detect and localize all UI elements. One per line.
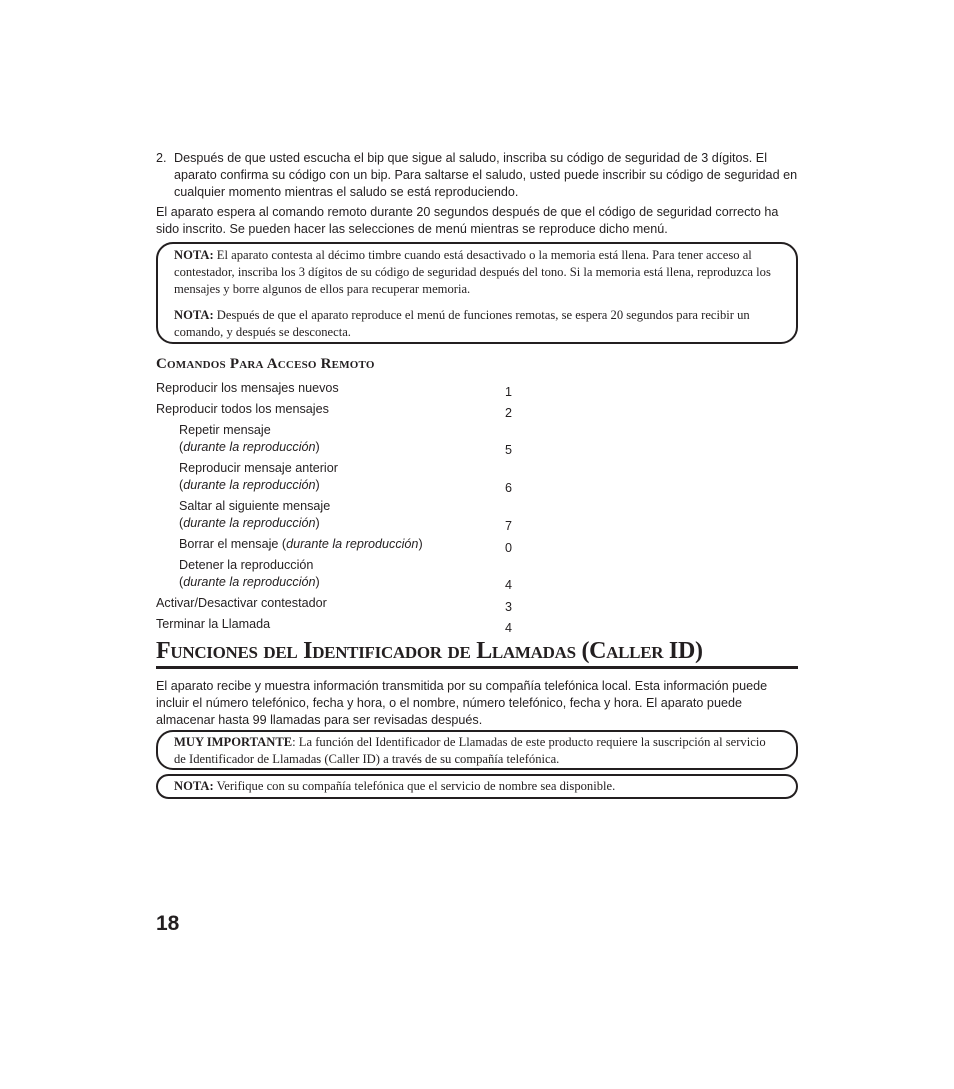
- caller-id-heading: Funciones del Identificador de Llamadas (Caller ID): [156, 636, 798, 669]
- command-row: [156, 557, 516, 594]
- command-label: Activar/Desactivar contestador: [156, 596, 327, 610]
- paragraph-caller-id: El aparato recibe y muestra información transmitida por su compañía telefónica local. Esta información puede incluir el número telefónico, fecha y hora, o el nombre, número telefónico, fecha y hora. El aparato puede almacenar hasta 99 llamadas para ser revisadas después.: [156, 679, 768, 727]
- note-2: [174, 307, 780, 341]
- important-text: : La función del Identificador de Llamadas de este producto requiere la suscripción al servicio de Identificador de Llamadas (Caller ID) a través de su compañía telefónica.: [174, 735, 766, 766]
- page-number: 18: [156, 912, 180, 935]
- note-text: Verifique con su compañía telefónica que el servicio de nombre sea disponible.: [213, 779, 616, 793]
- command-label: Reproducir todos los mensajes: [156, 402, 329, 416]
- note-box-2: [156, 774, 798, 799]
- note-label: NOTA:: [174, 308, 214, 322]
- step-2: [156, 150, 801, 201]
- command-row: [156, 498, 516, 535]
- important-label: MUY IMPORTANTE: [174, 735, 293, 749]
- note-1: [174, 247, 780, 298]
- note-3: [174, 778, 780, 795]
- command-row: [156, 401, 516, 422]
- note-text: Después de que el aparato reproduce el menú de funciones remotas, se espera 20 segundos para recibir un comando, y después se desconecta.: [174, 308, 750, 339]
- command-qualifier: (durante la reproducción): [179, 516, 320, 530]
- command-code: 1: [504, 385, 512, 399]
- command-row: [156, 536, 516, 557]
- commands-table: [156, 380, 516, 637]
- command-label: Reproducir los mensajes nuevos: [156, 381, 339, 395]
- note-label: NOTA:: [174, 779, 214, 793]
- command-code: 0: [504, 541, 512, 555]
- command-label: Detener la reproducción: [179, 558, 314, 572]
- command-qualifier: (durante la reproducción): [179, 575, 320, 589]
- command-code: 4: [504, 578, 512, 592]
- command-code: 7: [504, 519, 512, 533]
- command-label: Reproducir mensaje anterior: [179, 461, 338, 475]
- important-box: [156, 730, 798, 770]
- step-number: 2.: [156, 151, 167, 165]
- command-code: 6: [504, 481, 512, 495]
- command-code: 4: [504, 621, 512, 635]
- important-note: [174, 734, 780, 768]
- note-text: El aparato contesta al décimo timbre cuando está desactivado o la memoria está llena. Para tener acceso al contestador, inscriba los 3 dígitos de su código de seguridad después del tono. Si la memoria está llena, reproduzca los mensajes y borre algunos de ellos para recuperar memoria.: [174, 248, 771, 296]
- command-row: [156, 616, 516, 637]
- command-row: [156, 595, 516, 616]
- command-qualifier: (durante la reproducción): [179, 440, 320, 454]
- command-label: Saltar al siguiente mensaje: [179, 499, 331, 513]
- note-label: NOTA:: [174, 248, 214, 262]
- command-code: 3: [504, 600, 512, 614]
- command-row: [156, 460, 516, 497]
- command-label: Borrar el mensaje (durante la reproducción): [179, 537, 423, 551]
- command-code: 2: [504, 406, 512, 420]
- note-box-1: [156, 242, 798, 344]
- command-label: Terminar la Llamada: [156, 617, 271, 631]
- command-label: Repetir mensaje: [179, 423, 271, 437]
- paragraph-remote-wait: El aparato espera al comando remoto durante 20 segundos después de que el código de seguridad correcto ha sido inscrito. Se pueden hacer las selecciones de menú mientras se reproduce dicho menú.: [156, 205, 779, 236]
- command-row: [156, 422, 516, 459]
- command-qualifier: (durante la reproducción): [179, 478, 320, 492]
- command-code: 5: [504, 443, 512, 457]
- command-row: [156, 380, 516, 401]
- commands-heading: Comandos Para Acceso Remoto: [156, 356, 375, 372]
- step-text: Después de que usted escucha el bip que sigue al saludo, inscriba su código de seguridad de 3 dígitos. El aparato confirma su código con un bip. Para saltarse el saludo, usted puede inscribir su código de seguridad en cualquier momento mientras el saludo se está reproduciendo.: [174, 151, 798, 199]
